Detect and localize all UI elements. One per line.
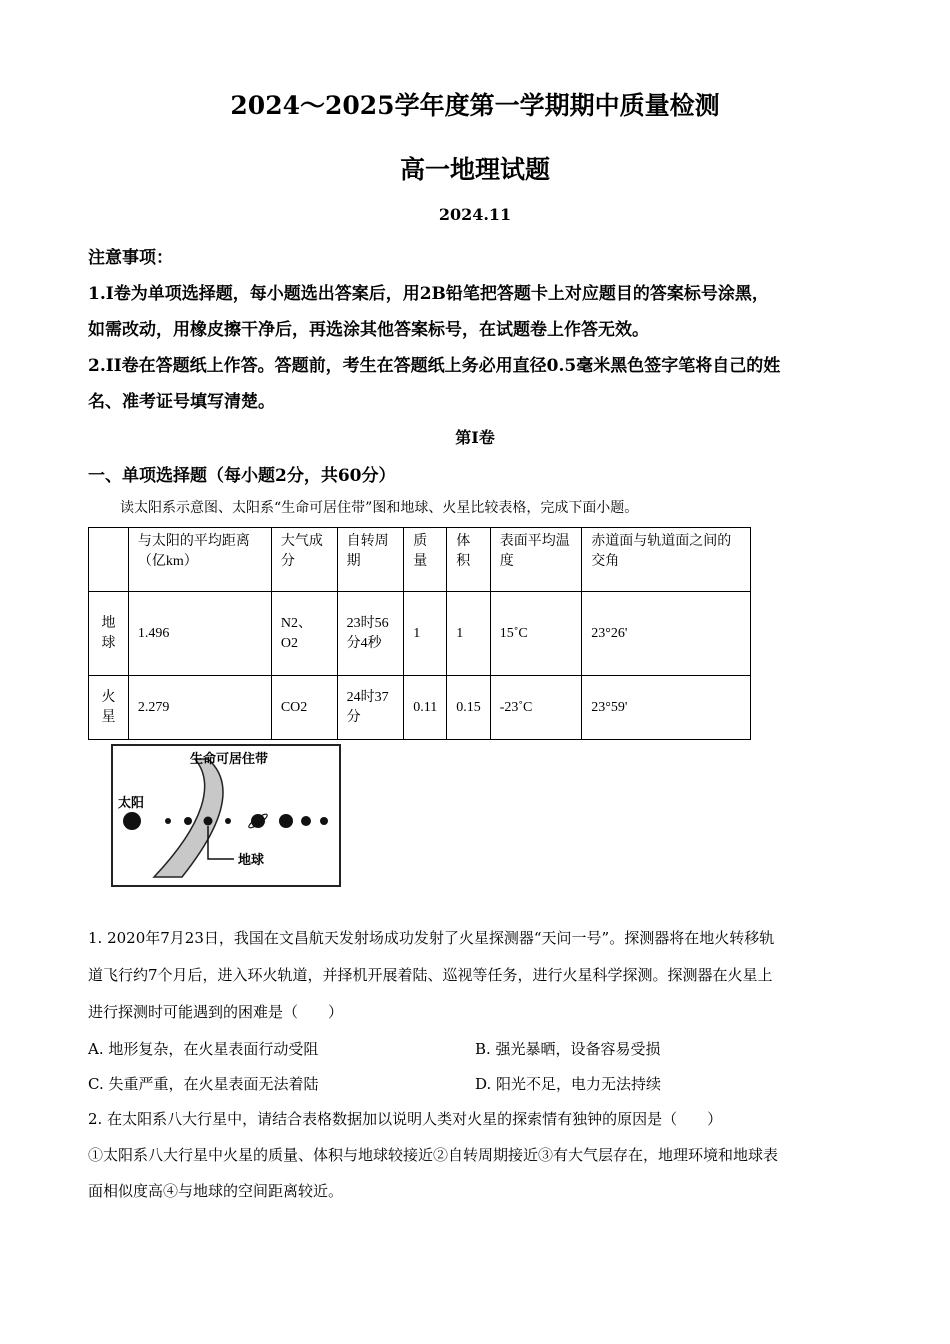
table-cell: 24时37分 [337, 676, 404, 740]
q1-option-d[interactable]: D. 阳光不足，电力无法持续 [475, 1075, 662, 1093]
sun-label: 太阳 [118, 796, 145, 811]
row-label-earth: 地球 [89, 592, 129, 676]
planet-mars-icon [225, 818, 231, 824]
table-cell: 0.15 [447, 676, 491, 740]
table-cell: N2、O2 [271, 592, 337, 676]
q1-line-3: 进行探测时可能遇到的困难是（ ） [88, 1003, 344, 1021]
table-cell: -23˚C [490, 676, 582, 740]
notice-line-2: 如需改动，用橡皮擦干净后，再选涂其他答案标号，在试题卷上作答无效。 [88, 320, 649, 340]
zone-label: 生命可居住带 [190, 752, 269, 767]
q1-option-c[interactable]: C. 失重严重，在火星表面无法着陆 [88, 1075, 319, 1093]
table-cell: 2.279 [128, 676, 271, 740]
q1-option-a[interactable]: A. 地形复杂，在火星表面行动受阻 [88, 1040, 319, 1058]
q2-line-2: ①太阳系八大行星中火星的质量、体积与地球较接近②自转周期接近③有大气层存在，地理环境和地球表 [88, 1146, 779, 1164]
table-header-cell: 质量 [404, 528, 447, 592]
table-cell: 23°26' [582, 592, 751, 676]
table-cell: 0.11 [404, 676, 447, 740]
table-header-cell: 表面平均温度 [490, 528, 582, 592]
table-cell: 23°59' [582, 676, 751, 740]
table-cell: 1.496 [128, 592, 271, 676]
q1-line-2: 道飞行约7个月后，进入环火轨道，并择机开展着陆、巡视等任务，进行火星科学探测。探测器在火星上 [88, 966, 773, 984]
notice-line-4: 名、准考证号填写清楚。 [88, 392, 275, 412]
q2-line-1: 2. 在太阳系八大行星中，请结合表格数据加以说明人类对火星的探索情有独钟的原因是（ ） [88, 1110, 723, 1128]
table-header-cell [89, 528, 129, 592]
table-cell: 23时56分4秒 [337, 592, 404, 676]
table-header-cell: 赤道面与轨道面之间的交角 [582, 528, 751, 592]
earth-label: 地球 [238, 853, 265, 868]
planet-mercury-icon [165, 818, 171, 824]
sun-icon [123, 812, 141, 830]
exam-date: 2024.11 [438, 205, 512, 224]
q1-line-1: 1. 2020年7月23日，我国在文昌航天发射场成功发射了火星探测器“天问一号”。探测器将在地火转移轨 [88, 929, 775, 947]
row-label-mars: 火星 [89, 676, 129, 740]
volume-heading: 第I卷 [455, 428, 495, 447]
q1-option-b[interactable]: B. 强光暴晒，设备容易受损 [475, 1040, 661, 1058]
section-heading: 一、单项选择题（每小题2分，共60分） [88, 466, 396, 486]
table-header-cell: 体积 [447, 528, 491, 592]
section-intro: 读太阳系示意图、太阳系“生命可居住带”图和地球、火星比较表格，完成下面小题。 [120, 500, 639, 516]
planet-neptune-icon [320, 817, 328, 825]
habitable-zone-diagram [110, 743, 342, 888]
comparison-table [88, 527, 751, 740]
table-cell: 1 [447, 592, 491, 676]
planet-venus-icon [184, 817, 192, 825]
table-header-cell: 与太阳的平均距离（亿km） [128, 528, 271, 592]
exam-subtitle: 高一地理试题 [399, 155, 550, 184]
table-header-cell: 自转周期 [337, 528, 404, 592]
table-cell: 1 [404, 592, 447, 676]
exam-title: 2024～2025学年度第一学期期中质量检测 [230, 91, 720, 120]
table-row [89, 592, 751, 676]
notice-line-1: 1.I卷为单项选择题，每小题选出答案后，用2B铅笔把答题卡上对应题目的答案标号涂黑， [88, 284, 769, 304]
table-cell: CO2 [271, 676, 337, 740]
q2-line-3: 面相似度高④与地球的空间距离较近。 [88, 1182, 344, 1200]
planet-uranus-icon [301, 816, 311, 826]
table-cell: 15˚C [490, 592, 582, 676]
notice-heading: 注意事项： [88, 248, 173, 268]
notice-line-3: 2.II卷在答题纸上作答。答题前，考生在答题纸上务必用直径0.5毫米黑色签字笔将自己的姓 [88, 356, 781, 376]
planet-earth-icon [204, 817, 213, 826]
table-header-row [89, 528, 751, 592]
planet-saturn-icon [279, 814, 293, 828]
table-header-cell: 大气成分 [271, 528, 337, 592]
table-row [89, 676, 751, 740]
